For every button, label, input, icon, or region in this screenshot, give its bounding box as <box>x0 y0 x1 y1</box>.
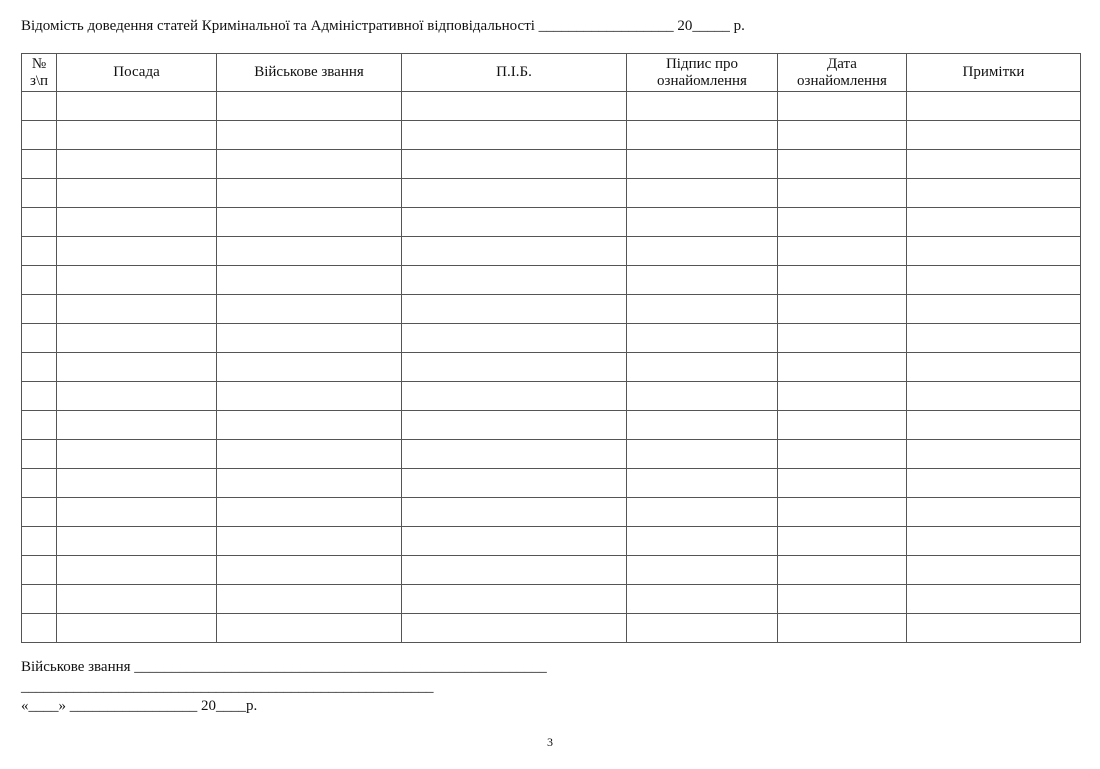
header-notes <box>907 54 1081 92</box>
table-cell <box>402 150 627 179</box>
table-cell <box>217 150 402 179</box>
header-notes-label: Примітки <box>962 64 1025 80</box>
table-row <box>22 237 1081 266</box>
table-cell <box>627 179 778 208</box>
table-cell <box>22 237 57 266</box>
table-header-row <box>22 54 1081 92</box>
table-cell <box>217 266 402 295</box>
table-cell <box>778 92 907 121</box>
header-full-name <box>402 54 627 92</box>
table-cell <box>22 295 57 324</box>
header-date-line2: ознайомлення <box>797 72 887 89</box>
table-cell <box>22 527 57 556</box>
table-cell <box>57 411 217 440</box>
header-position <box>57 54 217 92</box>
table-cell <box>217 237 402 266</box>
table-cell <box>907 556 1081 585</box>
table-cell <box>907 295 1081 324</box>
table-row <box>22 324 1081 353</box>
table-cell <box>402 527 627 556</box>
table-row <box>22 266 1081 295</box>
table-cell <box>217 527 402 556</box>
table-cell <box>217 208 402 237</box>
table-cell <box>217 382 402 411</box>
table-cell <box>907 382 1081 411</box>
table-cell <box>22 208 57 237</box>
table-cell <box>57 150 217 179</box>
table-row <box>22 585 1081 614</box>
header-number-line1: № <box>31 55 47 72</box>
table-cell <box>402 179 627 208</box>
table-cell <box>57 527 217 556</box>
table-cell <box>402 295 627 324</box>
table-cell <box>217 92 402 121</box>
table-cell <box>217 179 402 208</box>
table-cell <box>22 411 57 440</box>
page-number: 3 <box>547 735 553 749</box>
table-cell <box>627 440 778 469</box>
table-cell <box>22 498 57 527</box>
table-cell <box>627 150 778 179</box>
table-row <box>22 179 1081 208</box>
table-cell <box>627 498 778 527</box>
table-cell <box>402 469 627 498</box>
table-cell <box>217 585 402 614</box>
table-cell <box>57 208 217 237</box>
footer-date-line: «____» _________________ 20____р. <box>21 698 258 714</box>
table-cell <box>778 353 907 382</box>
table-cell <box>57 498 217 527</box>
table-cell <box>402 411 627 440</box>
footer-rank-line: Військове звання _______________________________________________________ <box>21 659 547 675</box>
table-cell <box>22 324 57 353</box>
table-cell <box>402 585 627 614</box>
table-row <box>22 440 1081 469</box>
table-cell <box>22 121 57 150</box>
table-cell <box>778 440 907 469</box>
table-cell <box>217 324 402 353</box>
table-row <box>22 121 1081 150</box>
table-row <box>22 150 1081 179</box>
table-cell <box>22 469 57 498</box>
table-cell <box>907 498 1081 527</box>
table-cell <box>627 266 778 295</box>
header-position-label: Посада <box>113 64 160 80</box>
table-cell <box>402 440 627 469</box>
table-cell <box>778 411 907 440</box>
table-cell <box>778 295 907 324</box>
header-date-line1: Дата <box>827 55 857 72</box>
table-row <box>22 295 1081 324</box>
table-cell <box>907 440 1081 469</box>
table-cell <box>778 469 907 498</box>
table-cell <box>57 585 217 614</box>
table-cell <box>402 92 627 121</box>
table-cell <box>22 353 57 382</box>
table-body <box>22 92 1081 643</box>
table-cell <box>627 527 778 556</box>
table-cell <box>57 324 217 353</box>
document-title: Відомість доведення статей Кримінальної та Адміністративної відповідальності __________________ 20_____ р. <box>21 18 745 34</box>
table-cell <box>402 556 627 585</box>
header-number-line2: з\п <box>29 72 49 89</box>
table-cell <box>402 121 627 150</box>
table-cell <box>22 382 57 411</box>
table-cell <box>778 266 907 295</box>
table-cell <box>402 208 627 237</box>
header-number <box>22 54 57 92</box>
table-row <box>22 208 1081 237</box>
table-cell <box>22 614 57 643</box>
header-military-rank <box>217 54 402 92</box>
table-cell <box>57 266 217 295</box>
table-cell <box>217 121 402 150</box>
table-cell <box>57 614 217 643</box>
table-cell <box>778 585 907 614</box>
header-signature-line2: ознайомлення <box>657 72 747 89</box>
table-cell <box>778 614 907 643</box>
table-row <box>22 353 1081 382</box>
table-cell <box>907 150 1081 179</box>
table-cell <box>57 556 217 585</box>
table-cell <box>402 498 627 527</box>
table-cell <box>57 121 217 150</box>
table-cell <box>217 440 402 469</box>
header-full-name-label: П.І.Б. <box>496 64 532 80</box>
table-cell <box>778 179 907 208</box>
header-date <box>778 54 907 92</box>
header-military-rank-label: Військове звання <box>254 64 364 80</box>
table-cell <box>217 353 402 382</box>
table-cell <box>627 469 778 498</box>
footer-signature-line: _______________________________________________________ <box>21 679 434 695</box>
table-row <box>22 614 1081 643</box>
table-cell <box>22 556 57 585</box>
acknowledgement-table <box>21 53 1081 643</box>
table-cell <box>217 498 402 527</box>
table-cell <box>627 92 778 121</box>
table-row <box>22 92 1081 121</box>
table-cell <box>778 121 907 150</box>
table-cell <box>907 353 1081 382</box>
table-cell <box>627 121 778 150</box>
table-cell <box>778 556 907 585</box>
table-cell <box>217 295 402 324</box>
table-cell <box>627 585 778 614</box>
table-cell <box>627 237 778 266</box>
table-cell <box>22 440 57 469</box>
table-cell <box>402 614 627 643</box>
table-cell <box>22 179 57 208</box>
table-cell <box>402 382 627 411</box>
table-cell <box>57 469 217 498</box>
table-cell <box>907 585 1081 614</box>
table-row <box>22 411 1081 440</box>
table-cell <box>778 237 907 266</box>
table-cell <box>778 382 907 411</box>
table-row <box>22 527 1081 556</box>
table-cell <box>57 237 217 266</box>
table-cell <box>907 469 1081 498</box>
table-cell <box>907 614 1081 643</box>
table-cell <box>217 614 402 643</box>
table-cell <box>627 208 778 237</box>
table-cell <box>22 266 57 295</box>
table-cell <box>907 237 1081 266</box>
table-cell <box>57 440 217 469</box>
table-cell <box>22 585 57 614</box>
table-cell <box>778 527 907 556</box>
table-cell <box>217 411 402 440</box>
table-cell <box>907 527 1081 556</box>
table-cell <box>627 614 778 643</box>
table-cell <box>907 208 1081 237</box>
table-cell <box>907 179 1081 208</box>
table-cell <box>402 324 627 353</box>
table-cell <box>22 92 57 121</box>
header-signature <box>627 54 778 92</box>
table-cell <box>627 324 778 353</box>
table-cell <box>217 556 402 585</box>
table-cell <box>627 353 778 382</box>
table-cell <box>778 498 907 527</box>
table-cell <box>627 556 778 585</box>
table-cell <box>57 179 217 208</box>
table-cell <box>57 353 217 382</box>
table-cell <box>57 295 217 324</box>
table-cell <box>627 411 778 440</box>
table-cell <box>217 469 402 498</box>
table-cell <box>627 382 778 411</box>
table-cell <box>907 411 1081 440</box>
table-cell <box>57 92 217 121</box>
table-cell <box>778 208 907 237</box>
table-cell <box>907 324 1081 353</box>
table-cell <box>907 121 1081 150</box>
table-row <box>22 382 1081 411</box>
table-cell <box>402 353 627 382</box>
table-cell <box>907 92 1081 121</box>
table-cell <box>778 324 907 353</box>
table-cell <box>57 382 217 411</box>
table-row <box>22 556 1081 585</box>
table-cell <box>402 266 627 295</box>
table-row <box>22 469 1081 498</box>
table-cell <box>402 237 627 266</box>
table-cell <box>778 150 907 179</box>
table-cell <box>907 266 1081 295</box>
table-row <box>22 498 1081 527</box>
table-cell <box>627 295 778 324</box>
header-signature-line1: Підпис про <box>665 55 739 72</box>
table-cell <box>22 150 57 179</box>
